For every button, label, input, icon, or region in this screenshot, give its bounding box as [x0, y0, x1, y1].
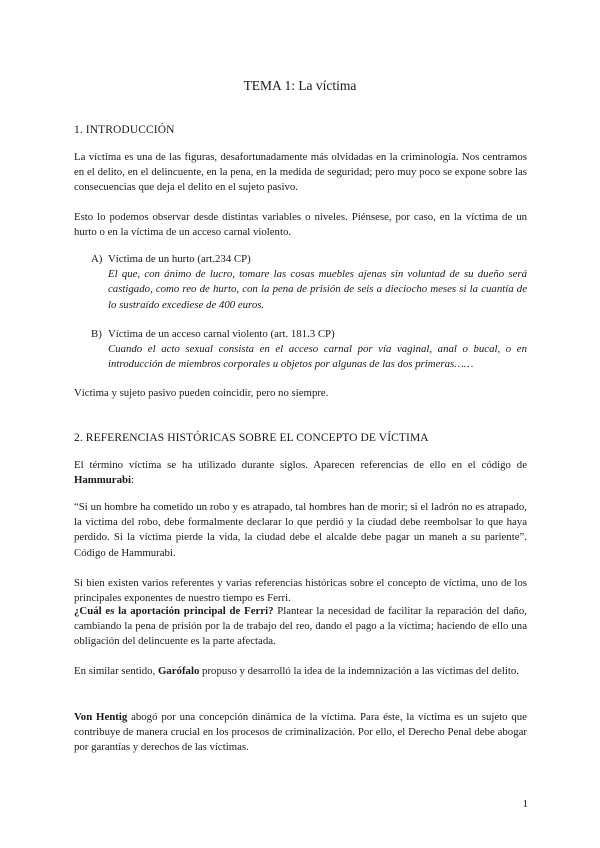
page-number: 1 [522, 798, 528, 810]
list-item-label: Víctima de un hurto (art.234 CP) [108, 253, 251, 265]
paragraph-garofalo: En similar sentido, Garófalo propuso y desarrolló la idea de la indemnización a las víctimas del delito. [74, 665, 519, 677]
paragraph-intro-1: La víctima es una de las figuras, desafortunadamente más olvidadas en la criminología. Nos centramos en el delito, en el delincuente, en la pena, en la medida de seguridad; pero muy poco se expone sobre las consecuencias que deja el delito en el sujeto pasivo. [74, 151, 527, 194]
list-marker: A) [91, 253, 103, 265]
legal-quote: El que, con ánimo de lucro, tomare las cosas muebles ajenas sin voluntad de su dueño será castigado, como reo de hurto, con la pena de prisión de seis a dieciocho meses si la cuantía de lo sustraído excediese de 400 euros. [108, 268, 527, 311]
section-heading-introduccion: 1. INTRODUCCIÓN [74, 124, 175, 136]
paragraph-ferri-intro: Si bien existen varios referentes y varias referencias históricas sobre el concepto de víctima, uno de los principales exponentes de nuestro tiempo es Ferri. [74, 577, 527, 605]
list-marker: B) [91, 328, 102, 340]
paragraph-von-hentig: Von Hentig abogó por una concepción dinámica de la víctima. Para éste, la víctima es un sujeto que contribuye de manera crucial en los procesos de criminalización. Por ello, el Derecho Penal debe abogar por garantías y derechos de las víctimas. [74, 711, 527, 754]
bold-term: Garófalo [157, 665, 200, 677]
list-item-a [91, 252, 527, 313]
bold-term: Von Hentig [74, 711, 128, 723]
section-heading-referencias: 2. REFERENCIAS HISTÓRICAS SOBRE EL CONCEPTO DE VÍCTIMA [74, 432, 429, 444]
paragraph-ferri-question: ¿Cuál es la aportación principal de Ferri? Plantear la necesidad de facilitar la reparación del daño, cambiando la pena de prisión por la de trabajo del reo, dando el pago a la víctima; haciendo de ello una obligación del delincuente es la parte afectada. [74, 605, 527, 648]
paragraph-hammurabi-quote: “Si un hombre ha cometido un robo y es atrapado, tal hombres han de morir; si el ladrón no es atrapado, la víctima del robo, debe formalmente declarar lo que perdió y la ciudad debe reembolsar lo que haya perdido. Si la víctima pierde la vida, la ciudad debe el alcalde debe pagar un maneh a su pariente”. Código de Hammurabi. [74, 501, 527, 559]
list-item-label: Víctima de un acceso carnal violento (art. 181.3 CP) [108, 328, 335, 340]
paragraph-intro-2: Esto lo podemos observar desde distintas variables o niveles. Piénsese, por caso, en la víctima de un hurto o en la víctima de un acceso carnal violento. [74, 211, 527, 239]
legal-quote: Cuando el acto sexual consista en el acceso carnal por vía vaginal, anal o bucal, o en introducción de miembros corporales u objetos por algunas de las dos primeras…… [108, 343, 527, 371]
bold-question: ¿Cuál es la aportación principal de Ferri? [74, 605, 274, 617]
bold-term: Hammurabi [74, 474, 131, 487]
list-item-b [91, 327, 527, 373]
page-title: TEMA 1: La víctima [243, 78, 357, 93]
paragraph-intro-3: Víctima y sujeto pasivo pueden coincidir, pero no siempre. [74, 387, 329, 399]
paragraph-hammurabi: El término víctima se ha utilizado durante siglos. Aparecen referencias de ello en el código de Hammurabi: [74, 459, 527, 487]
